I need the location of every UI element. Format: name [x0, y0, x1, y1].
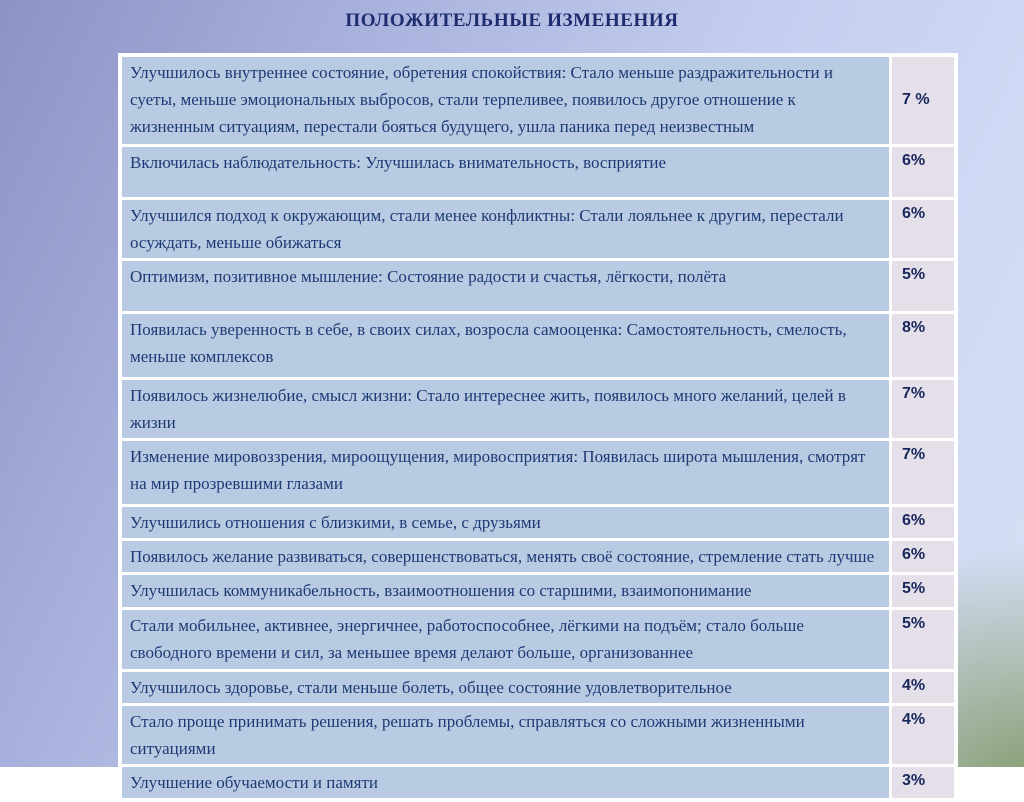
table-row	[122, 200, 954, 258]
row-text-cell: Стало проще принимать решения, решать проблемы, справляться со сложными жизненными ситуациями	[122, 706, 889, 764]
row-percent-cell	[892, 314, 954, 377]
table-row	[122, 57, 954, 144]
row-percent-value: 6%	[902, 512, 926, 529]
results-table	[118, 53, 958, 802]
table-row	[122, 507, 954, 538]
row-percent-cell	[892, 147, 954, 197]
table-row	[122, 610, 954, 669]
row-text-cell: Включилась наблюдательность: Улучшилась внимательность, восприятие	[122, 147, 889, 197]
row-percent-value: 6%	[902, 205, 926, 222]
row-percent-cell	[892, 672, 954, 703]
row-percent-value: 5%	[902, 266, 926, 283]
row-text-cell: Появилось жизнелюбие, смысл жизни: Стало интереснее жить, появилось много желаний, целей в жизни	[122, 380, 889, 438]
row-percent-value: 6%	[902, 546, 926, 563]
row-percent-cell	[892, 706, 954, 764]
row-text-cell: Улучшился подход к окружающим, стали менее конфликтны: Стали лояльнее к другим, перестали осуждать, меньше обижаться	[122, 200, 889, 258]
row-text-cell: Улучшилось внутреннее состояние, обретения спокойствия: Стало меньше раздражительности и суеты, меньше эмоциональных выбросов, стали терпеливее, появилось другое отношение к жизненным ситуациям, перестали бояться будущего, ушла паника перед неизвестным	[122, 57, 889, 144]
row-percent-cell	[892, 610, 954, 669]
row-text-cell: Оптимизм, позитивное мышление: Состояние радости и счастья, лёгкости, полёта	[122, 261, 889, 311]
row-text-cell: Стали мобильнее, активнее, энергичнее, работоспособнее, лёгкими на подъём; стало больше свободного времени и сил, за меньшее время делают больше, организованнее	[122, 610, 889, 669]
row-percent-value: 3%	[902, 772, 926, 789]
table-row	[122, 706, 954, 764]
row-percent-cell	[892, 507, 954, 538]
table-row	[122, 441, 954, 504]
row-text-cell: Улучшение обучаемости и памяти	[122, 767, 889, 798]
slide-title: ПОЛОЖИТЕЛЬНЫЕ ИЗМЕНЕНИЯ	[345, 10, 679, 31]
row-percent-cell	[892, 380, 954, 438]
row-text-cell: Появилось желание развиваться, совершенствоваться, менять своё состояние, стремление стать лучше	[122, 541, 889, 572]
row-percent-cell	[892, 57, 954, 144]
row-percent-value: 4%	[902, 677, 926, 694]
table-row	[122, 672, 954, 703]
row-percent-cell	[892, 541, 954, 572]
table-row	[122, 147, 954, 197]
row-percent-value: 7%	[902, 446, 926, 463]
row-percent-value: 5%	[902, 615, 926, 632]
row-text-cell: Изменение мировоззрения, мироощущения, мировосприятия: Появилась широта мышления, смотрят на мир прозревшими глазами	[122, 441, 889, 504]
table-row	[122, 380, 954, 438]
row-percent-cell	[892, 261, 954, 311]
table-row	[122, 767, 954, 798]
table-row	[122, 261, 954, 311]
row-percent-value: 4%	[902, 711, 926, 728]
row-percent-cell	[892, 441, 954, 504]
row-percent-cell	[892, 767, 954, 798]
table-row	[122, 541, 954, 572]
table-row	[122, 575, 954, 607]
row-percent-value: 5%	[902, 580, 926, 597]
row-percent-value: 7%	[902, 385, 926, 402]
row-text-cell: Улучшились отношения с близкими, в семье, с друзьями	[122, 507, 889, 538]
row-percent-cell	[892, 575, 954, 607]
table-row	[122, 314, 954, 377]
row-percent-value: 6%	[902, 152, 926, 169]
row-text-cell: Появилась уверенность в себе, в своих силах, возросла самооценка: Самостоятельность, смелость, меньше комплексов	[122, 314, 889, 377]
row-text-cell: Улучшилось здоровье, стали меньше болеть, общее состояние удовлетворительное	[122, 672, 889, 703]
row-percent-value: 7 %	[902, 90, 930, 108]
row-text-cell: Улучшилась коммуникабельность, взаимоотношения со старшими, взаимопонимание	[122, 575, 889, 607]
row-percent-value: 8%	[902, 319, 926, 336]
row-percent-cell	[892, 200, 954, 258]
